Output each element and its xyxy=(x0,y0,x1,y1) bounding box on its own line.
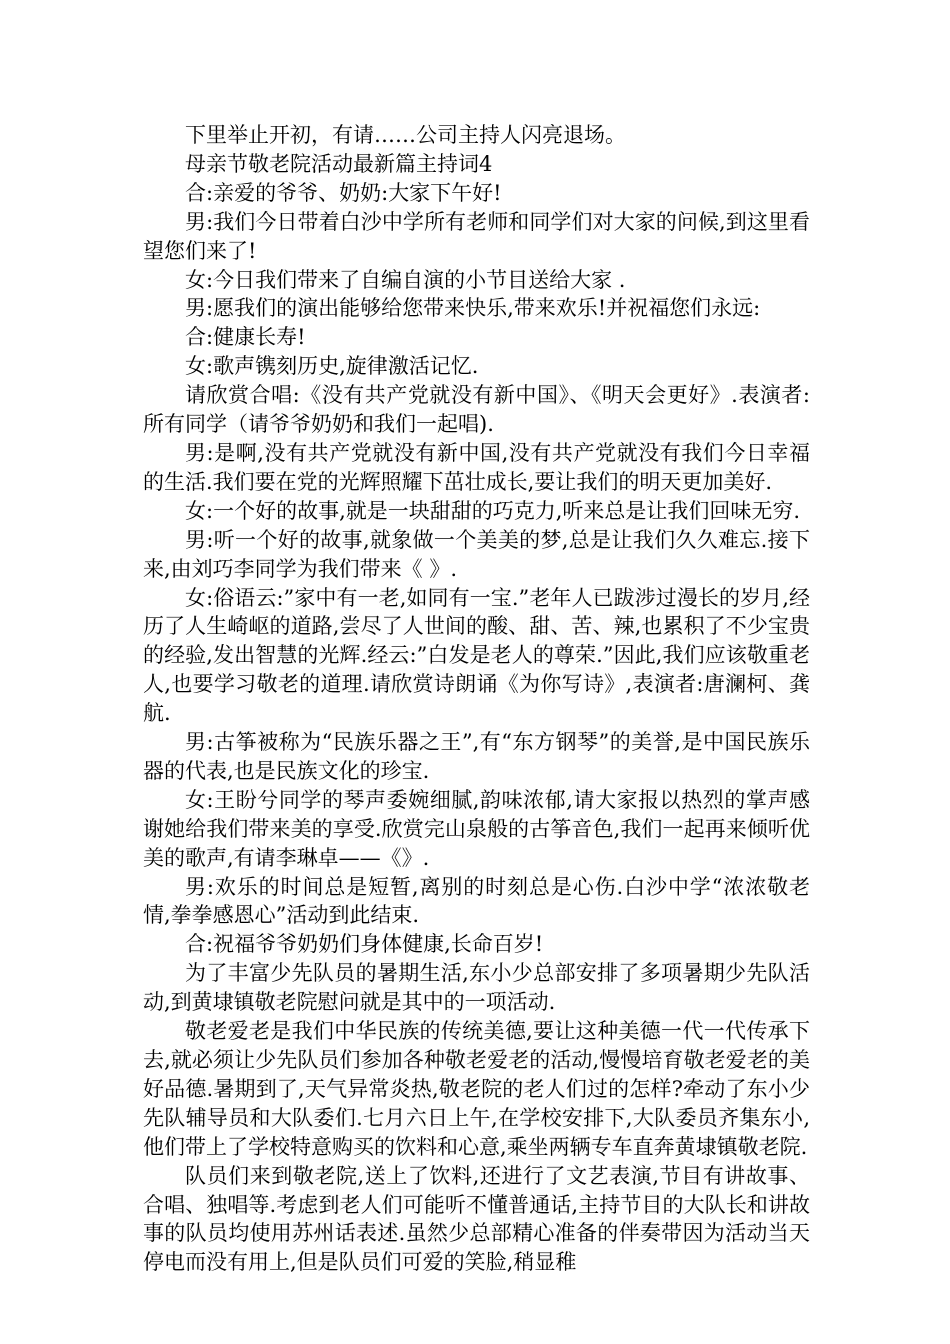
paragraph-11: 女:一个好的故事,就是一块甜甜的巧克力,听来总是让我们回味无穷. xyxy=(185,498,801,523)
paragraph-3: 合:亲爱的爷爷、奶奶:大家下午好! xyxy=(185,180,502,205)
paragraph-2: 母亲节敬老院活动最新篇主持词4 xyxy=(185,151,493,176)
document-body xyxy=(143,121,810,1277)
paragraph-7: 合:健康长寿! xyxy=(185,325,306,350)
paragraph-12: 男:听一个好的故事,就象做一个美美的梦,总是让我们久久难忘.接下来,由刘巧李同学为我们带来《 》. xyxy=(143,527,810,581)
paragraph-5: 女:今日我们带来了自编自演的小节目送给大家 . xyxy=(185,267,626,292)
paragraph-14: 男:古筝被称为“民族乐器之王”,有“东方钢琴”的美誉,是中国民族乐器的代表,也是民族文化的珍宝. xyxy=(143,730,810,783)
paragraph-15: 女:王盼兮同学的琴声委婉细腻,韵味浓郁,请大家报以热烈的掌声感谢她给我们带来美的享受.欣赏完山泉般的古筝音色,我们一起再来倾听优美的歌声,有请李琳卓——《》. xyxy=(143,787,810,870)
paragraph-16: 男:欢乐的时间总是短暂,离别的时刻总是心伤.白沙中学“浓浓敬老情,拳拳感恩心”活动到此结束. xyxy=(143,874,810,928)
paragraph-19: 敬老爱老是我们中华民族的传统美德,要让这种美德一代一代传承下去,就必须让少先队员们参加各种敬老爱老的活动,慢慢培育敬老爱老的美好品德.暑期到了,天气异常炎热,敬老院的老人们过的怎样?牵动了东小少先队辅导员和大队委们.七月六日上午,在学校安排下,大队委员齐集东小,他们带上了学校特意购买的饮料和心意,乘坐两辆专车直奔黄埭镇敬老院. xyxy=(143,1019,810,1159)
paragraph-10: 男:是啊,没有共产党就没有新中国,没有共产党就没有我们今日幸福的生活.我们要在党的光辉照耀下茁壮成长,要让我们的明天更加美好. xyxy=(143,440,810,494)
paragraph-8: 女:歌声镌刻历史,旋律激活记忆. xyxy=(185,354,479,379)
paragraph-9: 请欣赏合唱:《没有共产党就没有新中国》、《明天会更好》.表演者:所有同学（请爷爷奶奶和我们一起唱). xyxy=(143,383,810,437)
paragraph-4: 男:我们今日带着白沙中学所有老师和同学们对大家的问候,到这里看望您们来了! xyxy=(143,209,810,263)
paragraph-13: 女:俗语云:”家中有一老,如同有一宝.”老年人已跋涉过漫长的岁月,经历了人生崎岖的道路,尝尽了人世间的酸、甜、苦、辣,也累积了不少宝贵的经验,发出智慧的光辉.经云:”白发是老人的尊荣.”因此,我们应该敬重老人,也要学习敬老的道理.请欣赏诗朗诵《为你写诗》,表演者:唐澜柯、龚航. xyxy=(143,585,810,726)
paragraph-1: 下里举止开初，有请……公司主持人闪亮退场。 xyxy=(185,123,626,147)
paragraph-20: 队员们来到敬老院,送上了饮料,还进行了文艺表演,节目有讲故事、合唱、独唱等.考虑到老人们可能听不懂普通话,主持节目的大队长和讲故事的队员均使用苏州话表述.虽然少总部精心准备的伴奏带因为活动当天停电而没有用上,但是队员们可爱的笑脸,稍显稚 xyxy=(143,1163,810,1275)
paragraph-6: 男:愿我们的演出能够给您带来快乐,带来欢乐!并祝福您们永远: xyxy=(185,296,761,321)
paragraph-18: 为了丰富少先队员的暑期生活,东小少总部安排了多项暑期少先队活动,到黄埭镇敬老院慰问就是其中的一项活动. xyxy=(143,961,810,1015)
paragraph-17: 合:祝福爷爷奶奶们身体健康,长命百岁! xyxy=(185,932,544,957)
